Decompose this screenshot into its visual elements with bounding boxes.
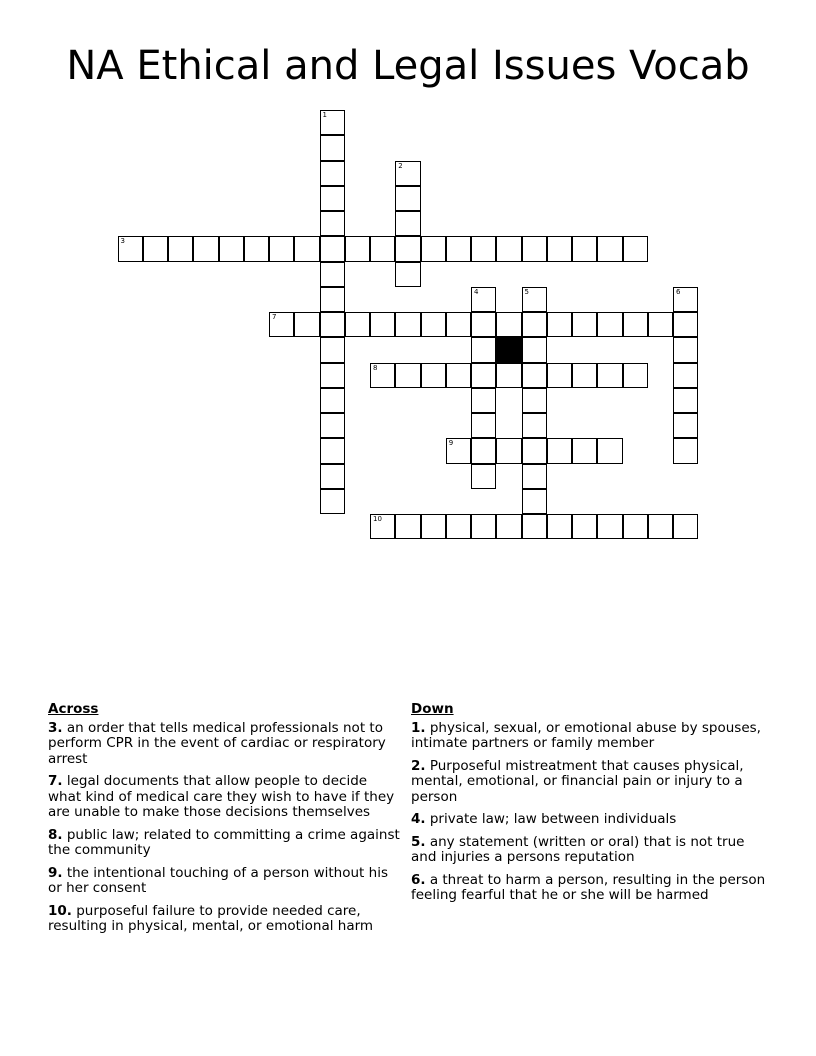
clue-text: private law; law between individuals: [429, 811, 677, 827]
grid-cell[interactable]: [395, 236, 420, 261]
clue-number: 4.: [411, 811, 426, 827]
grid-cell[interactable]: [446, 514, 471, 539]
grid-cell[interactable]: [294, 236, 319, 261]
grid-cell[interactable]: [446, 236, 471, 261]
clue-text: physical, sexual, or emotional abuse by spouses, intimate partners or family member: [411, 719, 761, 751]
grid-cell[interactable]: [294, 312, 319, 337]
grid-cell[interactable]: [471, 236, 496, 261]
grid-cell[interactable]: [320, 337, 345, 362]
grid-cell[interactable]: [118, 236, 143, 261]
grid-cell[interactable]: [673, 337, 698, 362]
grid-cell[interactable]: [572, 438, 597, 463]
grid-cell[interactable]: [648, 514, 673, 539]
grid-cell[interactable]: [522, 287, 547, 312]
grid-cell[interactable]: [446, 438, 471, 463]
grid-cell[interactable]: [320, 236, 345, 261]
clue-text: purposeful failure to provide needed care, resulting in physical, mental, or emotional harm: [48, 902, 374, 934]
grid-cell[interactable]: [547, 514, 572, 539]
clue-number: 5.: [411, 833, 426, 850]
clue-number: 9.: [48, 864, 63, 881]
clue-number-label: 9: [448, 439, 454, 448]
grid-cell[interactable]: [572, 514, 597, 539]
grid-cell[interactable]: [673, 287, 698, 312]
clue-text: an order that tells medical professionals not to perform CPR in the event of cardiac or respiratory arrest: [48, 719, 386, 767]
grid-cell[interactable]: [623, 363, 648, 388]
clue-text: the intentional touching of a person without his or her consent: [48, 864, 388, 896]
grid-cell[interactable]: [496, 514, 521, 539]
grid-cell[interactable]: [421, 312, 446, 337]
grid-cell[interactable]: [547, 438, 572, 463]
grid-cell[interactable]: [345, 236, 370, 261]
grid-cell[interactable]: [320, 363, 345, 388]
grid-cell[interactable]: [496, 363, 521, 388]
grid-cell[interactable]: [623, 312, 648, 337]
clue-down-4: [411, 812, 766, 828]
grid-cell[interactable]: [320, 186, 345, 211]
grid-cell[interactable]: [446, 363, 471, 388]
grid-cell[interactable]: [320, 438, 345, 463]
grid-cell[interactable]: [522, 388, 547, 413]
grid-cell[interactable]: [471, 514, 496, 539]
clue-number: 3.: [48, 719, 63, 736]
across-clues: [48, 702, 400, 942]
grid-cell[interactable]: [395, 211, 420, 236]
grid-cell[interactable]: [522, 489, 547, 514]
grid-cell[interactable]: [673, 413, 698, 438]
grid-cell[interactable]: [471, 438, 496, 463]
page-title: NA Ethical and Legal Issues Vocab: [66, 43, 750, 89]
grid-cell[interactable]: [522, 438, 547, 463]
grid-cell[interactable]: [547, 363, 572, 388]
clue-number: 7.: [48, 773, 63, 789]
grid-cell[interactable]: [269, 236, 294, 261]
grid-cell[interactable]: [597, 312, 622, 337]
grid-cell[interactable]: [370, 363, 395, 388]
clue-number: 2.: [411, 757, 426, 774]
grid-cell[interactable]: [395, 161, 420, 186]
grid-cell[interactable]: [597, 438, 622, 463]
grid-cell[interactable]: [395, 186, 420, 211]
grid-cell[interactable]: [522, 413, 547, 438]
grid-cell[interactable]: [597, 363, 622, 388]
grid-cell[interactable]: [522, 514, 547, 539]
grid-cell[interactable]: [395, 363, 420, 388]
clue-down-6: [411, 873, 766, 904]
grid-cell[interactable]: [673, 363, 698, 388]
grid-cell[interactable]: [471, 312, 496, 337]
grid-cell[interactable]: [471, 363, 496, 388]
grid-cell[interactable]: [572, 363, 597, 388]
clue-number-label: 8: [373, 363, 378, 372]
down-heading: Down: [411, 701, 454, 717]
grid-cell[interactable]: [623, 514, 648, 539]
grid-cell[interactable]: [547, 236, 572, 261]
clue-down-2: [411, 759, 766, 806]
grid-cell[interactable]: [320, 287, 345, 312]
clue-across-10: [48, 904, 400, 935]
grid-cell[interactable]: [522, 337, 547, 362]
grid-cell[interactable]: [168, 236, 193, 261]
clue-across-7: [48, 774, 400, 821]
clue-number: 6.: [411, 871, 426, 888]
clue-across-3: [48, 721, 400, 768]
grid-cell[interactable]: [320, 489, 345, 514]
grid-cell[interactable]: [471, 464, 496, 489]
grid-cell[interactable]: [320, 135, 345, 160]
grid-cell[interactable]: [572, 312, 597, 337]
clue-across-9: [48, 866, 400, 897]
grid-cell[interactable]: [496, 312, 521, 337]
clue-number-label: 3: [120, 237, 125, 246]
grid-cell[interactable]: [421, 514, 446, 539]
grid-cell[interactable]: [572, 236, 597, 261]
clue-number: 1.: [411, 719, 426, 736]
grid-cell[interactable]: [471, 413, 496, 438]
grid-cell[interactable]: [597, 514, 622, 539]
grid-cell[interactable]: [522, 363, 547, 388]
grid-cell[interactable]: [522, 236, 547, 261]
grid-cell[interactable]: [370, 312, 395, 337]
grid-cell[interactable]: [269, 312, 294, 337]
clue-down-5: [411, 835, 766, 866]
grid-cell[interactable]: [395, 514, 420, 539]
grid-cell[interactable]: [395, 312, 420, 337]
clue-number-label: 6: [676, 287, 681, 296]
grid-cell[interactable]: [623, 236, 648, 261]
clue-text: any statement (written or oral) that is not true and injuries a persons reputation: [411, 833, 745, 865]
clue-number-label: 5: [524, 287, 529, 296]
grid-cell[interactable]: [446, 312, 471, 337]
grid-cell[interactable]: [320, 464, 345, 489]
grid-cell[interactable]: [471, 337, 496, 362]
clue-across-8: [48, 828, 400, 859]
grid-cell[interactable]: [395, 262, 420, 287]
clue-number-label: 10: [373, 515, 382, 523]
clue-text: public law; related to committing a crime against the community: [48, 826, 400, 858]
grid-cell[interactable]: [219, 236, 244, 261]
grid-cell[interactable]: [648, 312, 673, 337]
black-cell: [496, 337, 521, 362]
across-heading: Across: [48, 701, 99, 717]
grid-cell[interactable]: [421, 363, 446, 388]
grid-cell[interactable]: [522, 464, 547, 489]
clue-down-1: [411, 721, 766, 752]
grid-cell[interactable]: [597, 236, 622, 261]
grid-cell[interactable]: [673, 438, 698, 463]
grid-cell[interactable]: [522, 312, 547, 337]
grid-cell[interactable]: [370, 236, 395, 261]
clue-number-label: 2: [398, 161, 403, 170]
grid-cell[interactable]: [320, 388, 345, 413]
clue-number-label: 1: [322, 111, 327, 119]
grid-cell[interactable]: [673, 312, 698, 337]
clue-number: 8.: [48, 826, 63, 843]
down-clues: [411, 702, 766, 911]
clue-number-label: 7: [272, 313, 277, 321]
grid-cell[interactable]: [320, 312, 345, 337]
clue-number-label: 4: [474, 287, 479, 296]
grid-cell[interactable]: [193, 236, 218, 261]
grid-cell[interactable]: [496, 438, 521, 463]
clue-text: Purposeful mistreatment that causes physical, mental, emotional, or financial pain or injury to a person: [411, 757, 744, 805]
grid-cell[interactable]: [496, 236, 521, 261]
grid-cell[interactable]: [421, 236, 446, 261]
grid-cell[interactable]: [320, 161, 345, 186]
grid-cell[interactable]: [320, 262, 345, 287]
clue-text: legal documents that allow people to decide what kind of medical care they wish to have if they are unable to make those decisions themselves: [48, 773, 395, 820]
grid-cell[interactable]: [673, 514, 698, 539]
grid-cell[interactable]: [471, 388, 496, 413]
grid-cell[interactable]: [345, 312, 370, 337]
clue-text: a threat to harm a person, resulting in the person feeling fearful that he or she will be harmed: [411, 871, 766, 903]
grid-cell[interactable]: [547, 312, 572, 337]
grid-cell[interactable]: [244, 236, 269, 261]
grid-cell[interactable]: [320, 211, 345, 236]
grid-cell[interactable]: [320, 110, 345, 135]
grid-cell[interactable]: [471, 287, 496, 312]
grid-cell[interactable]: [673, 388, 698, 413]
grid-cell[interactable]: [320, 413, 345, 438]
grid-cell[interactable]: [370, 514, 395, 539]
clue-number: 10.: [48, 902, 72, 919]
grid-cell[interactable]: [143, 236, 168, 261]
